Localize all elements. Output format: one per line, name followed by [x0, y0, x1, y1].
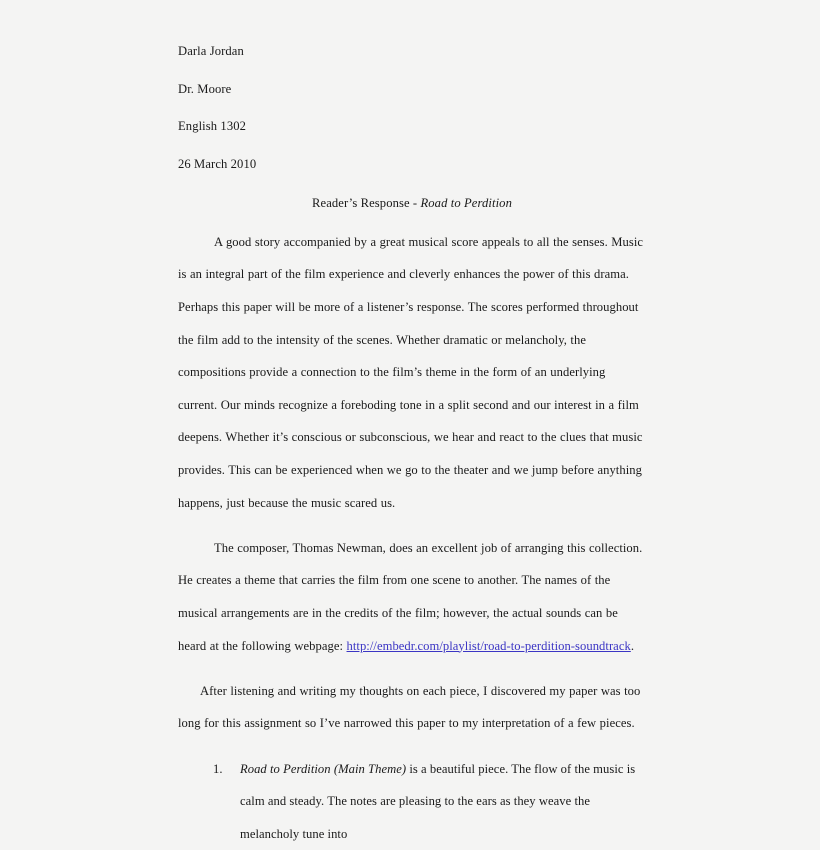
paragraph-two: [178, 532, 646, 662]
paragraph-two-text-before-link: The composer, Thomas Newman, does an excellent job of arranging this collection. He creates a theme that carries the film from one scene to another. The names of the musical arrangements are in the credits of the film; however, the actual sounds can be heard at the following webpage:: [178, 540, 643, 653]
heading-instructor: Dr. Moore: [178, 81, 232, 96]
list-item: [178, 753, 646, 850]
list-item-marker: 1.: [213, 761, 223, 776]
heading-author: Darla Jordan: [178, 44, 244, 58]
heading-course: English 1302: [178, 119, 247, 134]
page-title: [178, 187, 646, 220]
mla-heading-block: [178, 0, 646, 183]
soundtrack-playlist-link[interactable]: http://embedr.com/playlist/road-to-perdition-soundtrack: [346, 638, 631, 653]
page-title-prefix: Reader’s Response -: [312, 196, 421, 211]
numbered-list: [178, 753, 646, 850]
list-item-title: Road to Perdition (Main Theme): [240, 761, 407, 776]
heading-date: 26 March 2010: [178, 156, 257, 171]
page-title-work: Road to Perdition: [420, 196, 512, 211]
paragraph-two-text-after-link: .: [630, 638, 635, 653]
document-text-column: [178, 0, 646, 850]
paragraph-three: After listening and writing my thoughts on each piece, I discovered my paper was too long for this assignment so I’ve narrowed this paper to my interpretation of a few pieces.: [178, 683, 641, 731]
list-item-text: is a beautiful piece. The flow of the music is calm and steady. The notes are pleasing to the ears as they weave the melancholy tune into: [240, 761, 636, 841]
paragraph-one: A good story accompanied by a great musical score appeals to all the senses. Music is an integral part of the film experience and cleverly enhances the power of this drama. Perhaps this paper will be more of a listener’s response. The scores performed throughout the film add to the intensity of the scenes. Whether dramatic or melancholy, the compositions provide a connection to the film’s theme in the form of an underlying current. Our minds recognize a foreboding tone in a split second and our interest in a film deepens. Whether it’s conscious or subconscious, we hear and react to the clues that music provides. This can be experienced when we go to the theater and we jump before anything happens, just because the music scared us.: [178, 234, 644, 510]
